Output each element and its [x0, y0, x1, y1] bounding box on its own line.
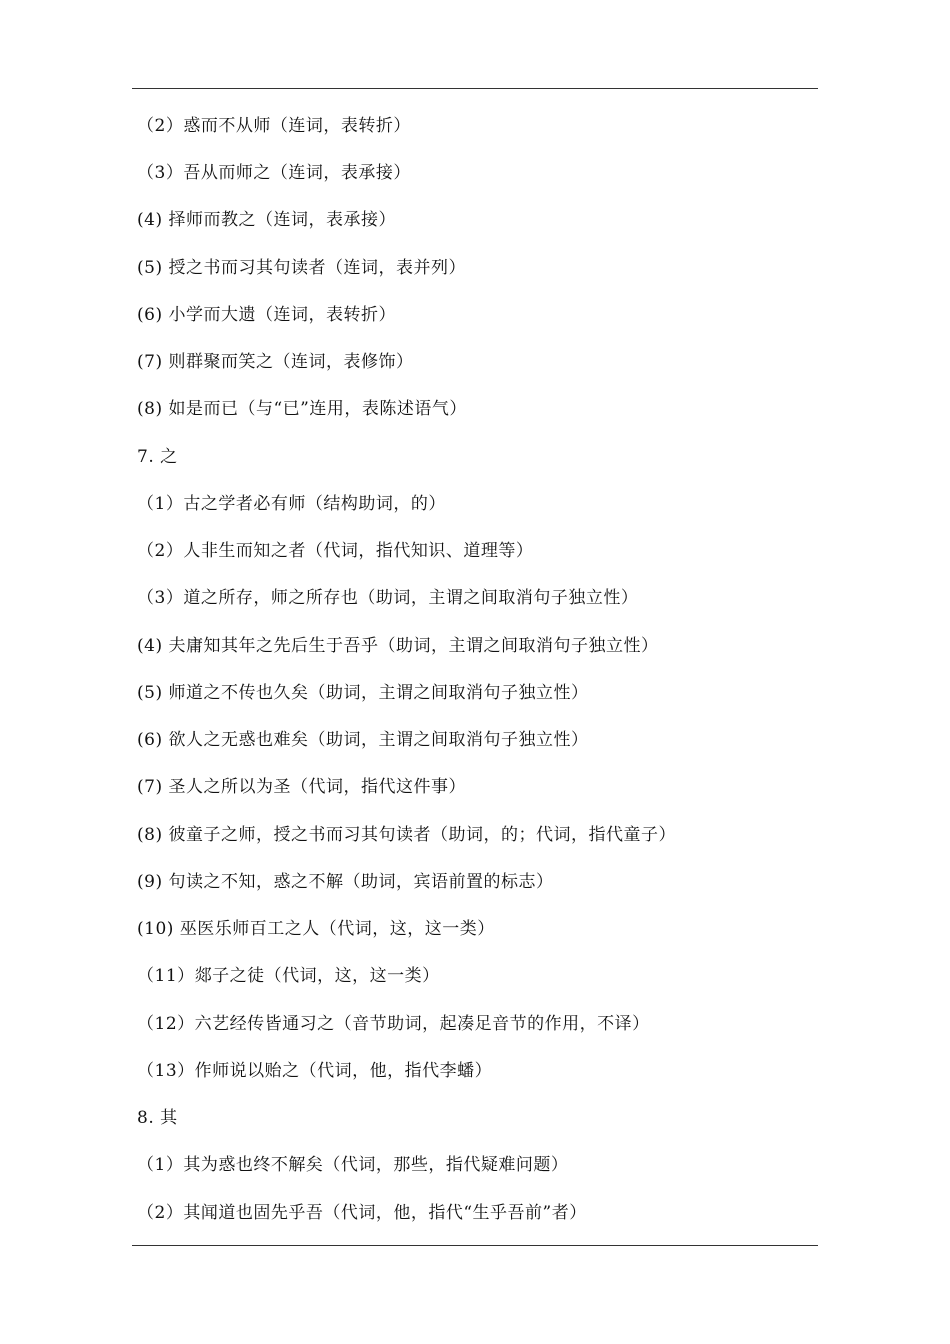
text-line: （2）人非生而知之者（代词，指代知识、道理等）	[137, 541, 534, 561]
text-line: (10) 巫医乐师百工之人（代词，这，这一类）	[137, 919, 495, 939]
text-line: (6) 欲人之无惑也难矣（助词，主谓之间取消句子独立性）	[137, 730, 589, 750]
text-line: (9) 句读之不知，惑之不解（助词，宾语前置的标志）	[137, 872, 554, 892]
text-line: （13）作师说以贻之（代词，他，指代李蟠）	[137, 1061, 493, 1081]
text-line: (4) 择师而教之（连词，表承接）	[137, 210, 396, 230]
text-line: （11）郯子之徒（代词，这，这一类）	[137, 966, 440, 986]
text-line: （3）道之所存，师之所存也（助词，主谓之间取消句子独立性）	[137, 588, 639, 608]
text-line: (8) 彼童子之师，授之书而习其句读者（助词，的；代词，指代童子）	[137, 825, 676, 845]
text-line: (4) 夫庸知其年之先后生于吾乎（助词，主谓之间取消句子独立性）	[137, 636, 659, 656]
text-line: (7) 则群聚而笑之（连词，表修饰）	[137, 352, 414, 372]
section-heading: 8. 其	[137, 1108, 178, 1128]
section-heading: 7. 之	[137, 447, 178, 467]
text-line: （1）古之学者必有师（结构助词，的）	[137, 494, 446, 514]
text-line: (7) 圣人之所以为圣（代词，指代这件事）	[137, 777, 466, 797]
text-line: （1）其为惑也终不解矣（代词，那些，指代疑难问题）	[137, 1155, 569, 1175]
text-line: (5) 授之书而习其句读者（连词，表并列）	[137, 258, 466, 278]
text-line: （2）其闻道也固先乎吾（代词，他，指代“生乎吾前”者）	[137, 1203, 587, 1223]
text-line: （2）惑而不从师（连词，表转折）	[137, 116, 411, 136]
text-line: （12）六艺经传皆通习之（音节助词，起凑足音节的作用，不译）	[137, 1014, 650, 1034]
text-line: (5) 师道之不传也久矣（助词，主谓之间取消句子独立性）	[137, 683, 589, 703]
text-line: （3）吾从而师之（连词，表承接）	[137, 163, 411, 183]
text-line: (6) 小学而大遗（连词，表转折）	[137, 305, 396, 325]
footer-rule	[132, 1245, 818, 1246]
text-line: (8) 如是而已（与“已”连用，表陈述语气）	[137, 399, 467, 419]
